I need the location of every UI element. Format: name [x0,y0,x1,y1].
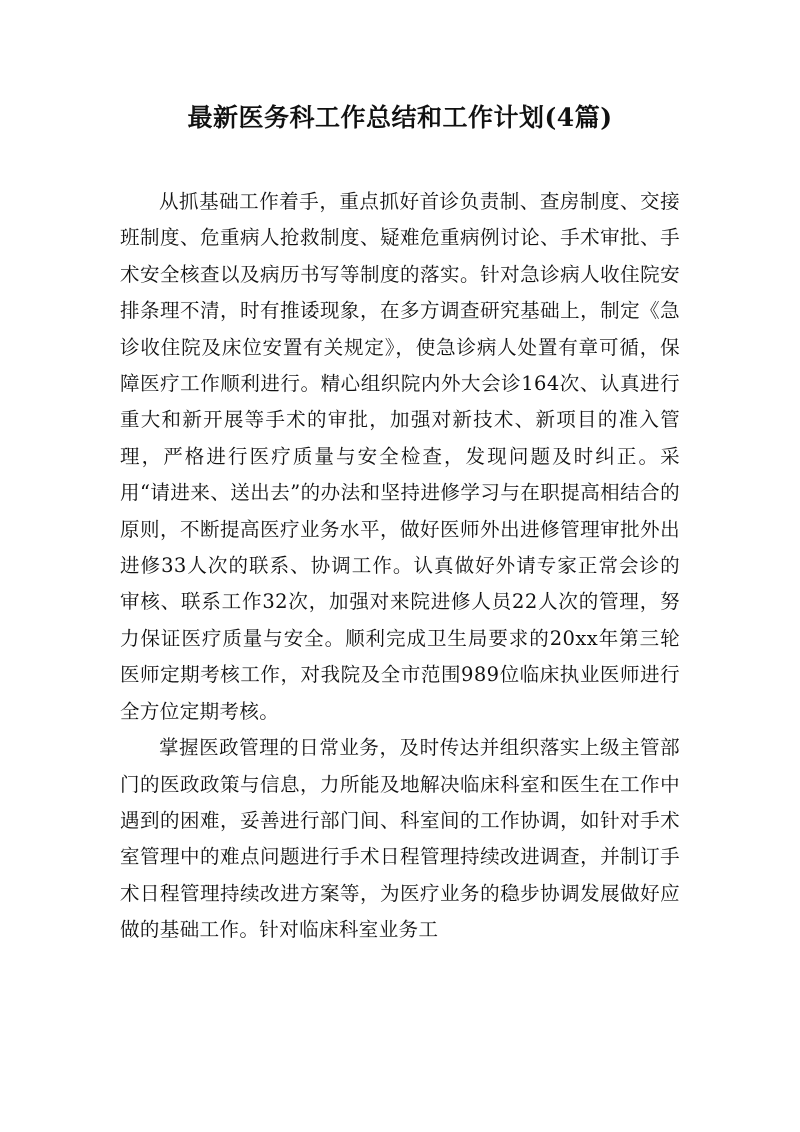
document-title: 最新医务科工作总结和工作计划(4篇) [187,103,613,132]
paragraph-1: 从抓基础工作着手，重点抓好首诊负责制、查房制度、交接班制度、危重病人抢救制度、疑难危重病例讨论、手术审批、手术安全核查以及病历书写等制度的落实。针对急诊病人收住院安排条理不清，时有推诿现象，在多方调查研究基础上，制定《急诊收住院及床位安置有关规定》，使急诊病人处置有章可循，保障医疗工作顺利进行。精心组织院内外大会诊164次、认真进行重大和新开展等手术的审批，加强对新技术、新项目的准入管理，严格进行医疗质量与安全检查，发现问题及时纠正。采用“请进来、送出去”的办法和坚持进修学习与在职提高相结合的原则，不断提高医疗业务水平，做好医师外出进修管理审批外出进修33人次的联系、协调工作。认真做好外请专家正常会诊的审核、联系工作32次，加强对来院进修人员22人次的管理，努力保证医疗质量与安全。顺利完成卫生局要求的20xx年第三轮医师定期考核工作，对我院及全市范围989位临床执业医师进行全方位定期考核。 [120,190,680,723]
document-body [120,184,680,949]
paragraph-2: 掌握医政管理的日常业务，及时传达并组织落实上级主管部门的医政政策与信息，力所能及地解决临床科室和医生在工作中遇到的困难，妥善进行部门间、科室间的工作协调，如针对手术室管理中的难点问题进行手术日程管理持续改进调查，并制订手术日程管理持续改进方案等，为医疗业务的稳步协调发展做好应做的基础工作。针对临床科室业务工 [120,736,680,942]
